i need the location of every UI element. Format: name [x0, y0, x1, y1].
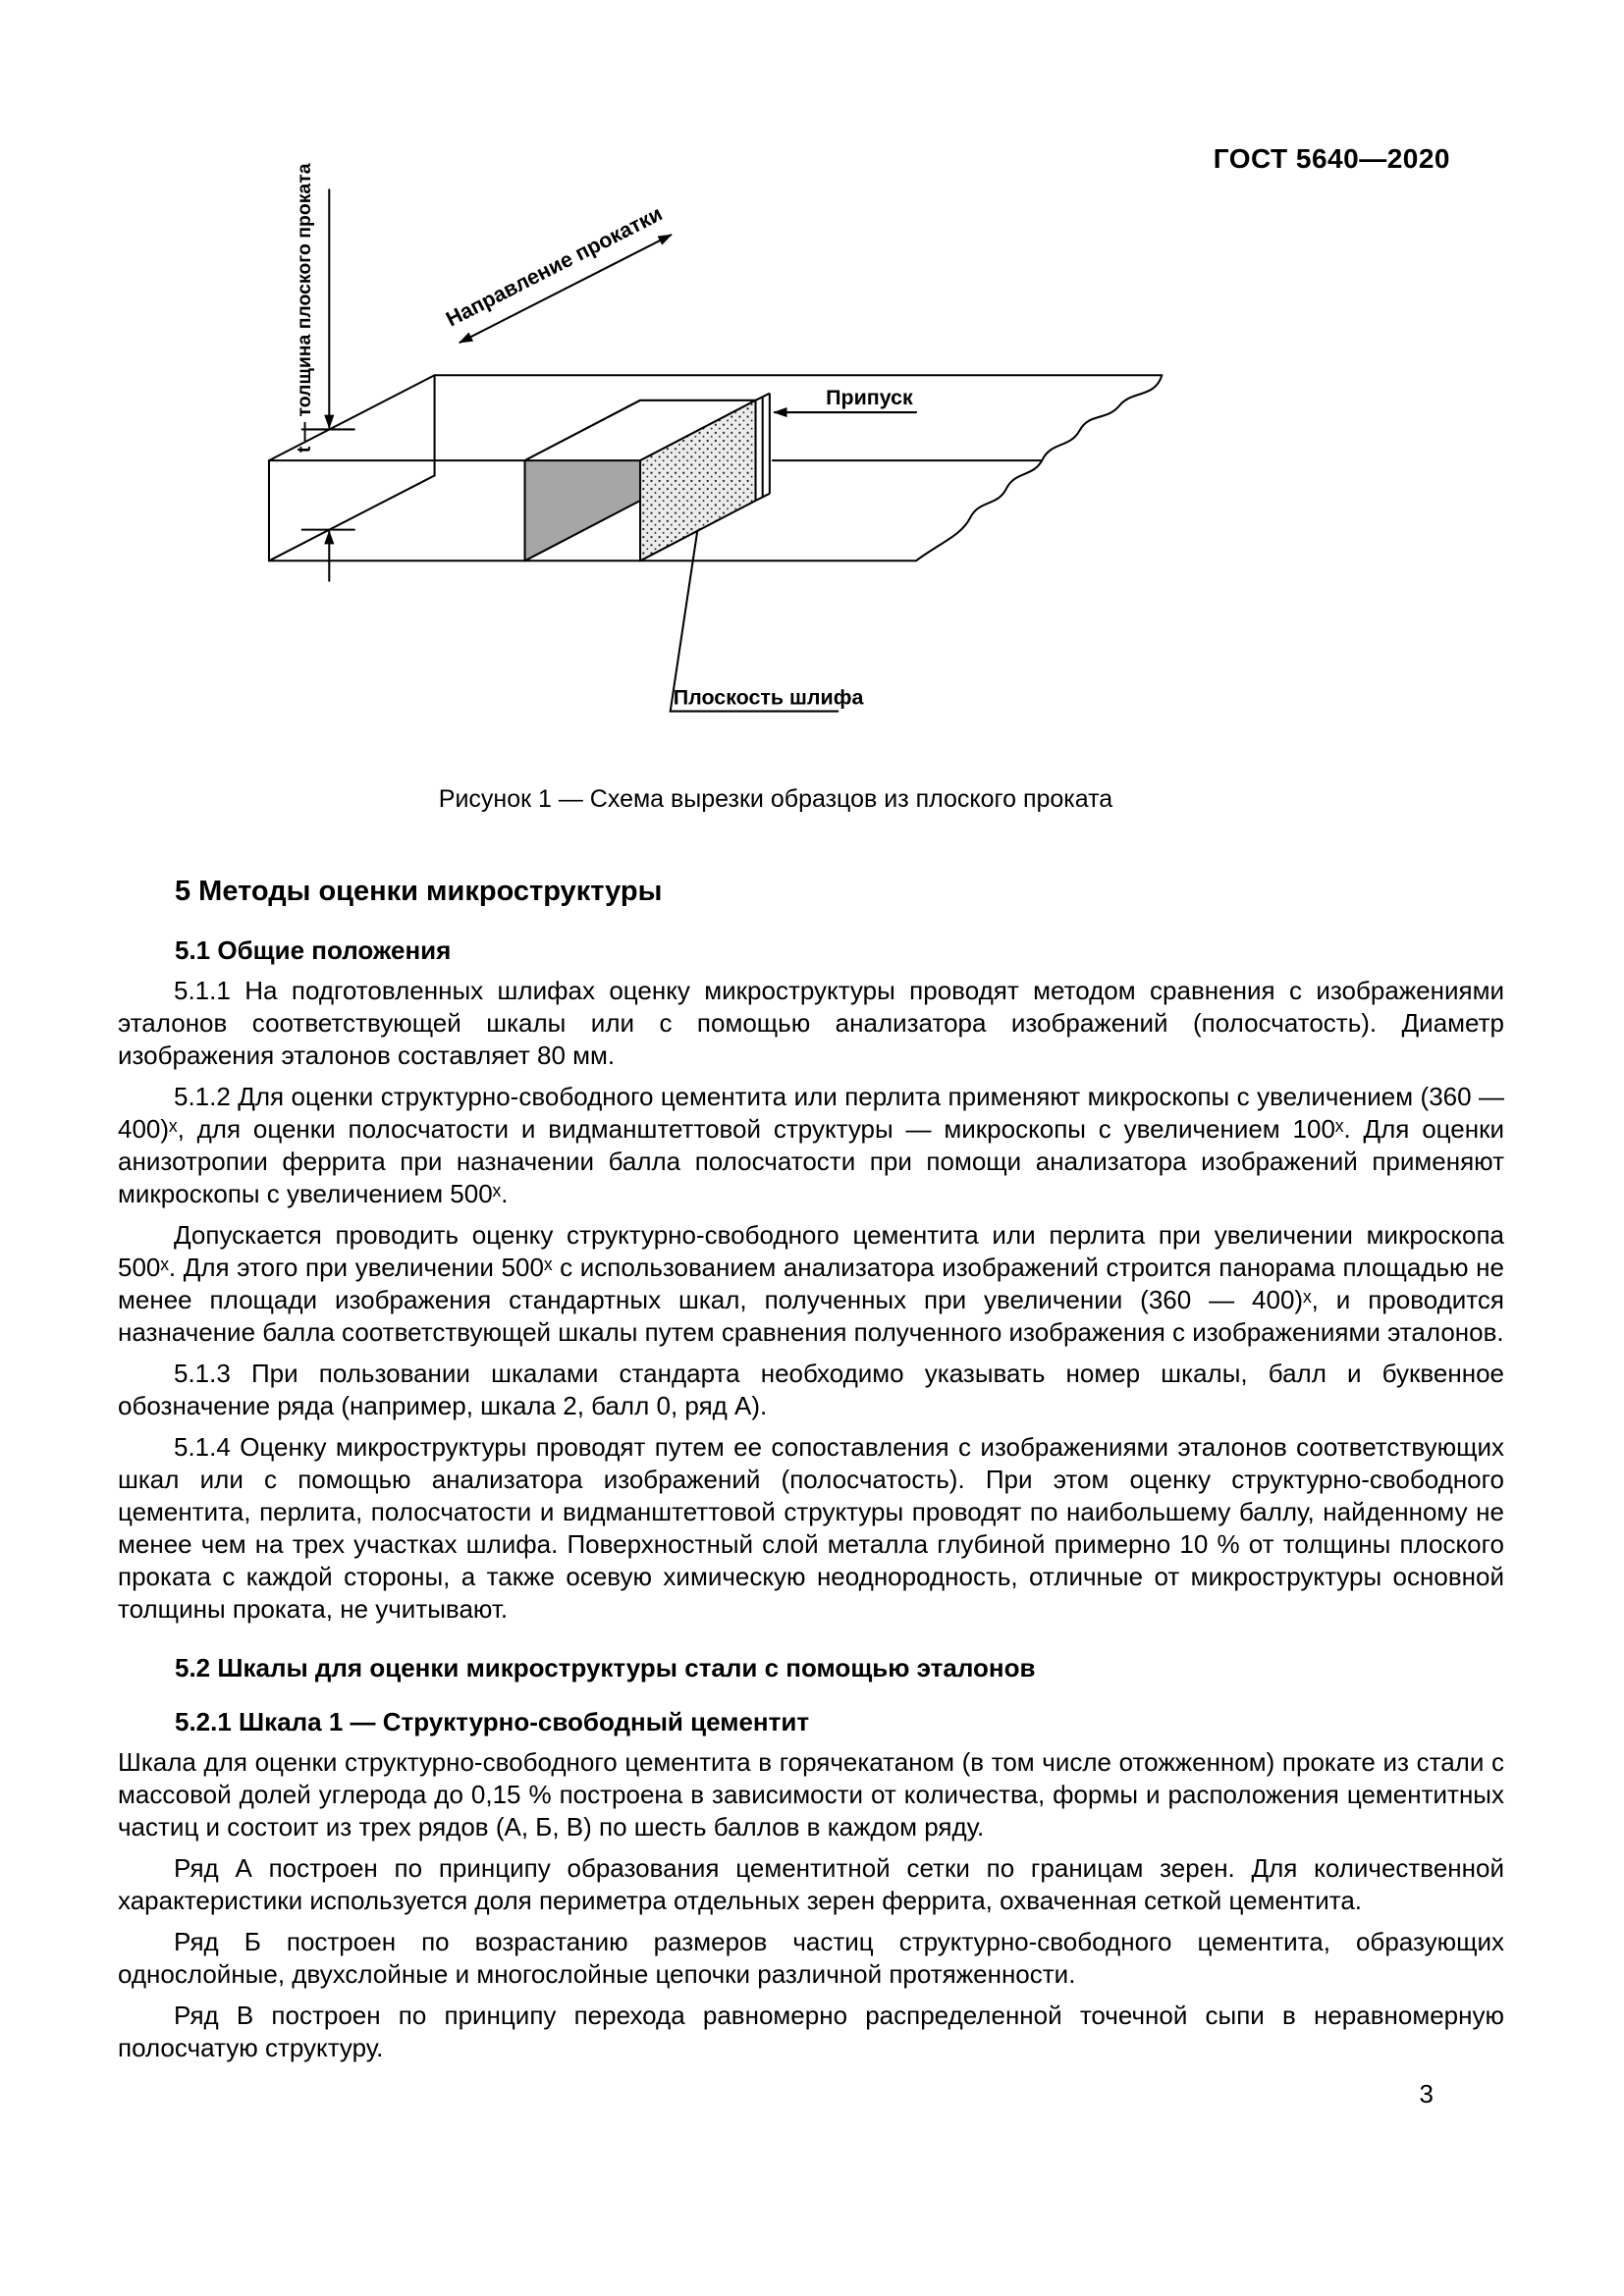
thickness-label: t — толщина плоского проката	[293, 163, 315, 454]
paragraph-row-v: Ряд В построен по принципу перехода равномерно распределенной точечной сыпи в неравномерную полосчатую структуру.	[118, 2001, 1504, 2062]
document-body	[118, 836, 1504, 2064]
figure-caption: Рисунок 1 — Схема вырезки образцов из плоского проката	[438, 785, 1113, 813]
subsection-heading-5-2: 5.2 Шкалы для оценки микроструктуры стали с помощью эталонов	[175, 1653, 1036, 1682]
paragraph-5-2-1-intro: Шкала для оценки структурно-свободного цементита в горячекатаном (в том числе отожженном) прокате из стали с массовой долей углерода до 0,15 % построена в зависимости от количества, формы и расположения цементитных частиц и состоит из трех рядов (А, Б, В) по шесть баллов в каждом ряду.	[118, 1747, 1504, 1842]
paragraph-row-a: Ряд А построен по принципу образования цементитной сетки по границам зерен. Для количественной характеристики используется доля периметра отдельных зерен феррита, охваченная сеткой цементита.	[118, 1853, 1504, 1915]
paragraph-5-1-3: 5.1.3 При пользовании шкалами стандарта необходимо указывать номер шкалы, балл и буквенное обозначение ряда (например, шкала 2, балл 0, ряд А).	[118, 1359, 1504, 1420]
subsection-heading-5-1: 5.1 Общие положения	[175, 935, 452, 965]
page-number: 3	[1419, 2079, 1434, 2109]
figure-1	[224, 149, 1237, 762]
section-heading-5: 5 Методы оценки микроструктуры	[175, 876, 663, 907]
paragraph-5-1-2: 5.1.2 Для оценки структурно-свободного цементита или перлита применяют микроскопы с увеличением (360 — 400)ˣ, для оценки полосчатости и видманштеттовой структуры — микроскопы с увеличением 100ˣ. Для оценки анизотропии феррита при назначении балла полосчатости при помощи анализатора изображений применяют микроскопы с увеличением 500ˣ.	[118, 1082, 1504, 1208]
standard-number-header: ГОСТ 5640—2020	[1213, 143, 1450, 174]
rolling-direction-label: Направление прокатки	[442, 201, 667, 332]
cutting-scheme-diagram	[224, 149, 1237, 762]
subsection-heading-5-2-1: 5.2.1 Шкала 1 — Структурно-свободный цементит	[175, 1707, 810, 1736]
rolling-direction-arrow	[442, 201, 672, 343]
paragraph-5-1-2-cont: Допускается проводить оценку структурно-свободного цементита или перлита при увеличении микроскопа 500ˣ. Для этого при увеличении 500ˣ с использованием анализатора изображений строится панорама площадью не менее площади изображения стандартных шкал, полученных при увеличении (360 — 400)ˣ, и проводится назначение балла соответствующей шкалы путем сравнения полученного изображения с изображениями эталонов.	[118, 1220, 1504, 1347]
allowance-label: Припуск	[826, 385, 913, 409]
paragraph-row-b: Ряд Б построен по возрастанию размеров частиц структурно-свободного цементита, образующих однослойные, двухслойные и многослойные цепочки различной протяженности.	[118, 1927, 1504, 1989]
paragraph-5-1-4: 5.1.4 Оценку микроструктуры проводят путем ее сопоставления с изображениями эталонов соответствующих шкал или с помощью анализатора изображений (полосчатость). При этом оценку структурно-свободного цементита, перлита, полосчатости и видманштеттовой структуры проводят по наибольшему баллу, найденному не менее чем на трех участках шлифа. Поверхностный слой металла глубиной примерно 10 % от толщины плоского проката с каждой стороны, а также осевую химическую неоднородность, отличные от микроструктуры основной толщины проката, не учитывают.	[118, 1432, 1504, 1624]
section-plane-label: Плоскость шлифа	[673, 685, 864, 710]
paragraph-5-1-1: 5.1.1 На подготовленных шлифах оценку микроструктуры проводят методом сравнения с изображениями эталонов соответствующей шкалы или с помощью анализатора изображений (полосчатость). Диаметр изображения эталонов составляет 80 мм.	[118, 976, 1504, 1070]
